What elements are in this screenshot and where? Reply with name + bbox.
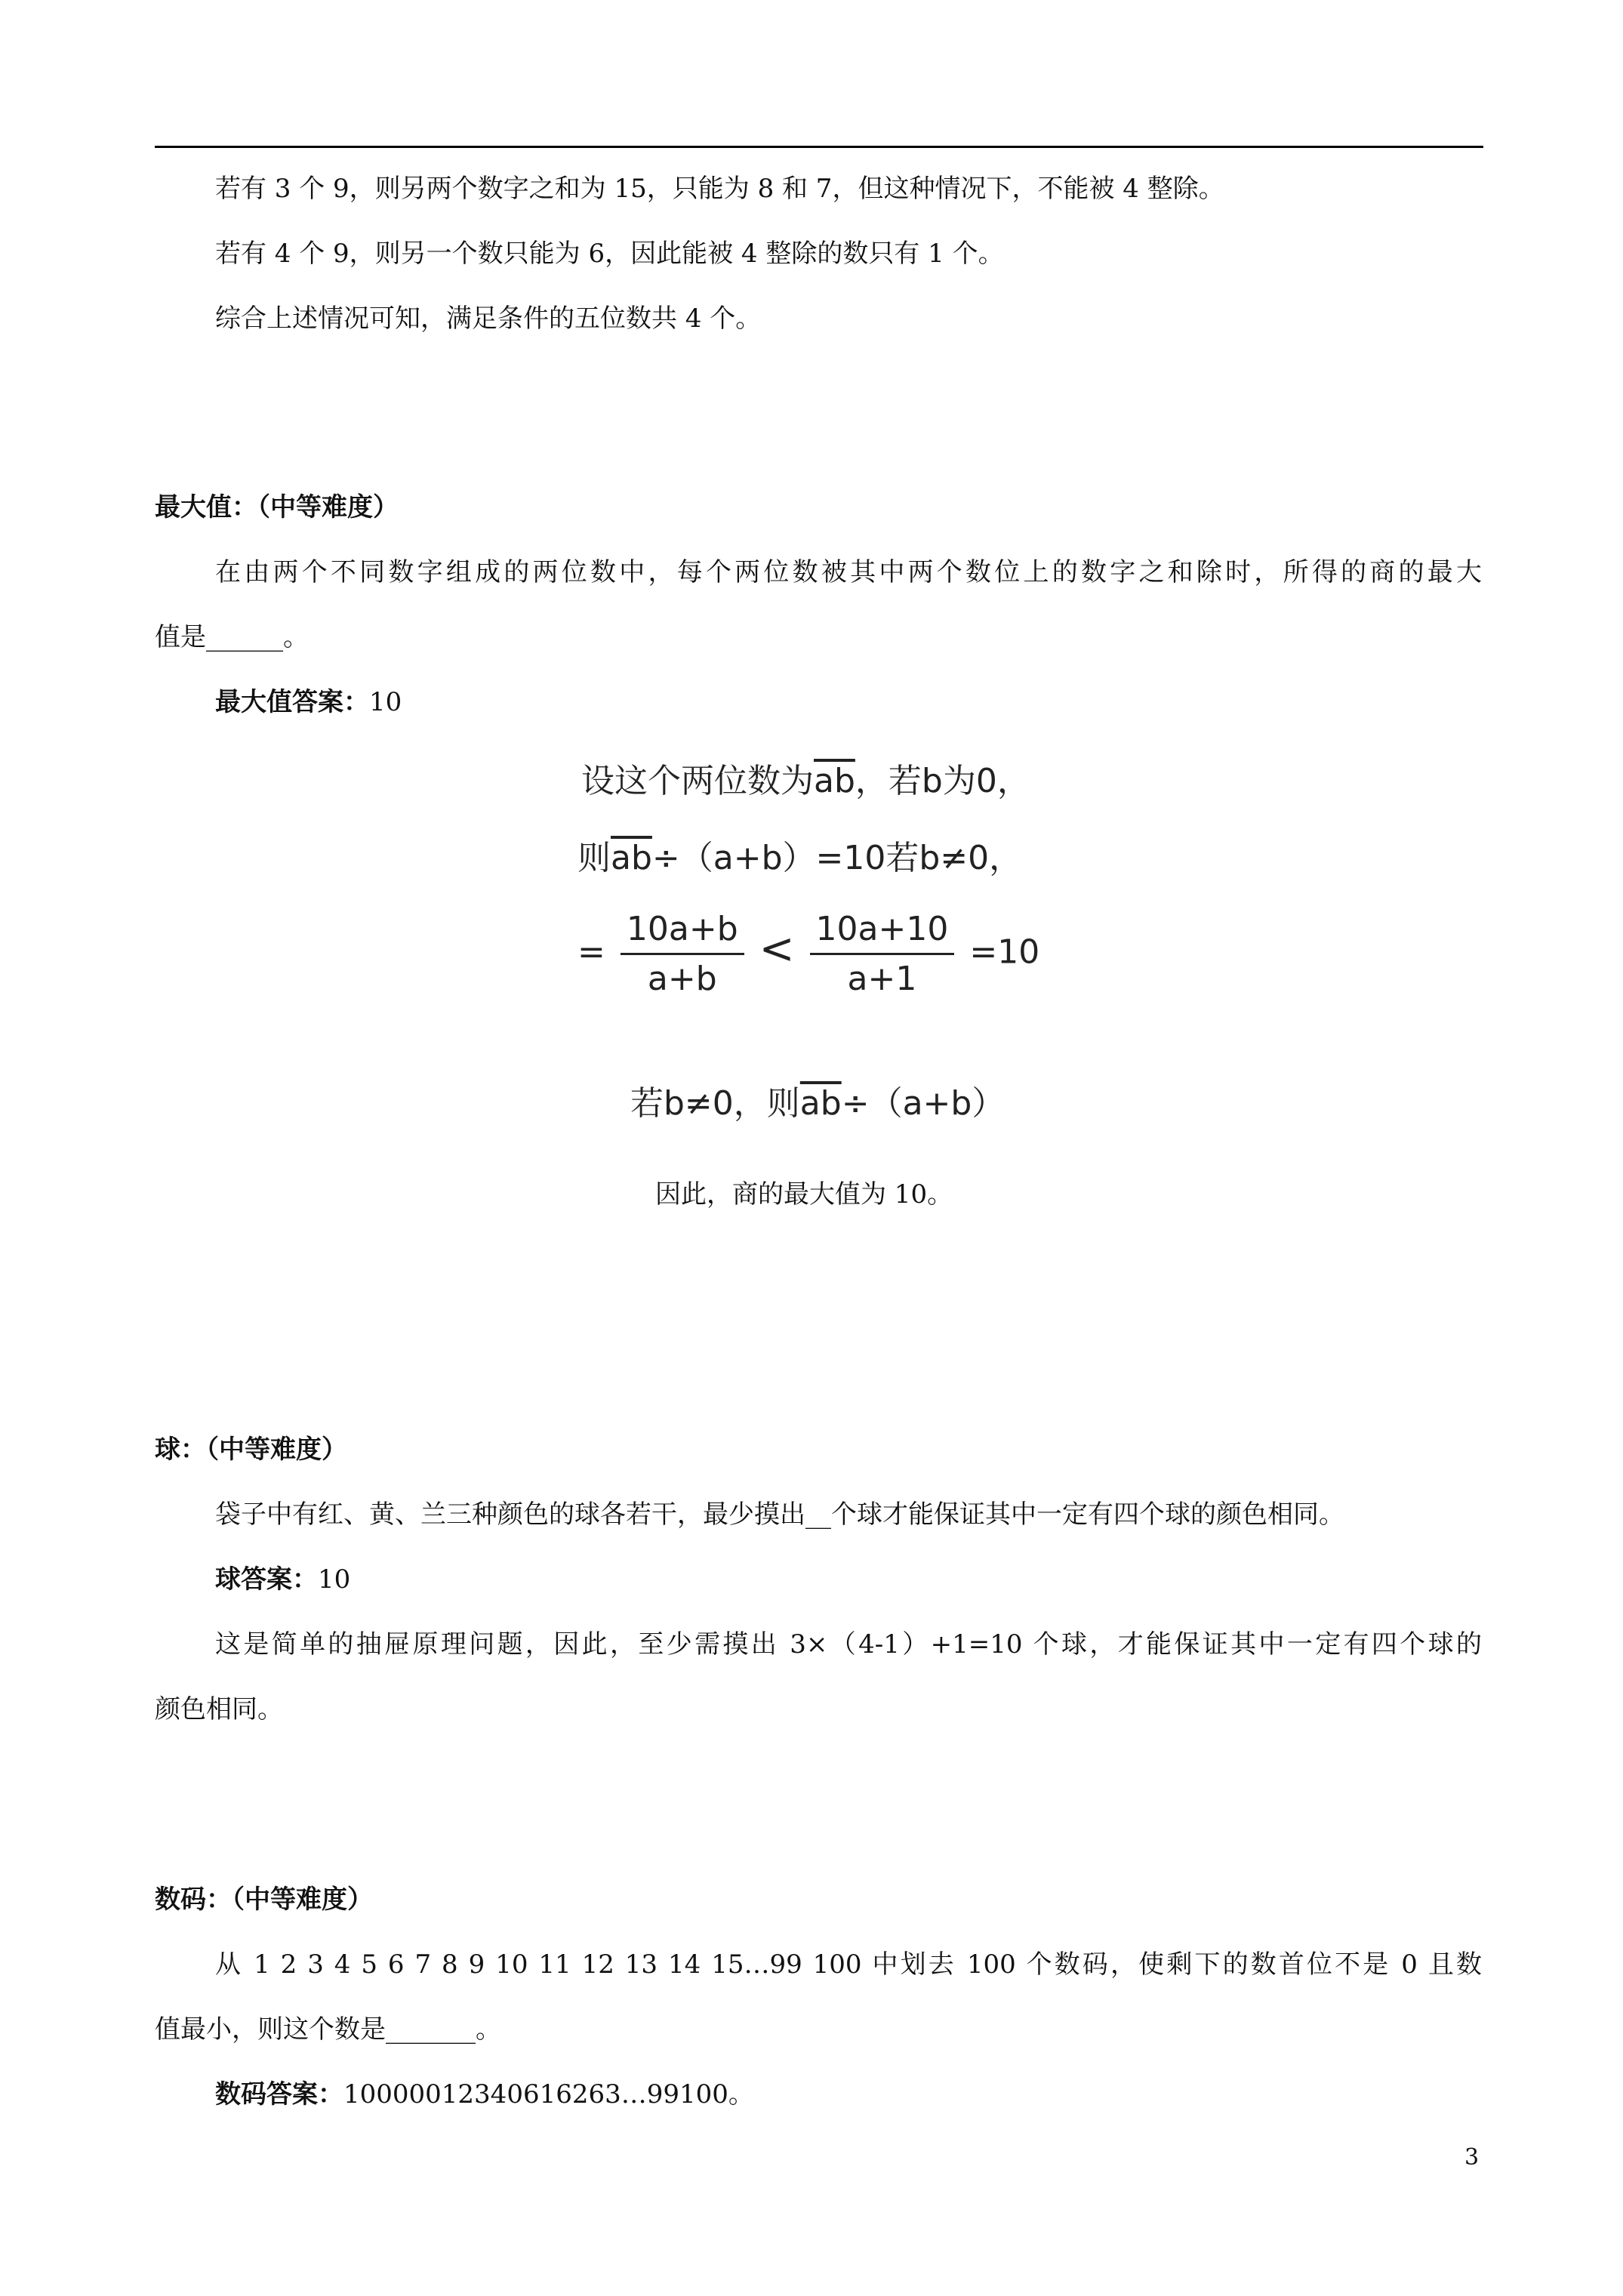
ball-answer-label: 球答案： <box>215 1564 318 1595</box>
overline-ab: $\overline{ab}$ <box>611 839 652 877</box>
ball-answer-value: 10 <box>318 1564 351 1595</box>
math-line-setup: 设这个两位数为$\overline{ab}$，若b为0， <box>581 762 1030 800</box>
header-rule <box>155 146 1483 148</box>
max-value-heading: 最大值：（中等难度） <box>155 492 399 522</box>
max-value-question-line1: 在由两个不同数字组成的两位数中，每个两位数被其中两个数位上的数字之和除时，所得的商的最大 <box>215 557 1482 587</box>
digits-question-line2: 值最小，则这个数是_______。 <box>155 2014 501 2045</box>
ball-answer <box>215 1563 350 1596</box>
overline-ab: $\overline{ab}$ <box>814 762 855 800</box>
overline-ab: $\overline{ab}$ <box>799 1084 842 1123</box>
math-line-case-nonzero: 若b≠0，则$\overline{ab}\div(a+b)$ <box>630 1084 1006 1123</box>
max-value-question-line2: 值是______。 <box>155 622 309 652</box>
max-value-answer <box>215 686 402 719</box>
ball-explanation-line1: 这是简单的抽屉原理问题，因此，至少需摸出 3×（4-1）+1=10 个球，才能保证其中一定有四个球的 <box>215 1629 1482 1660</box>
ball-explanation-line2: 颜色相同。 <box>155 1694 283 1724</box>
paragraph-four-nines: 若有 4 个 9，则另一个数只能为 6，因此能被 4 整除的数只有 1 个。 <box>215 239 1004 269</box>
ball-heading: 球：（中等难度） <box>155 1435 347 1465</box>
digits-heading: 数码：（中等难度） <box>155 1885 373 1915</box>
fraction-10a-plus-b: $\frac{10a+b}{a+b}$ <box>621 910 744 998</box>
max-value-answer-value: 10 <box>369 687 402 717</box>
fraction-10a-plus-10: $\frac{10a+10}{a+1}$ <box>810 910 955 998</box>
ball-question: 袋子中有红、黄、兰三种颜色的球各若干，最少摸出__个球才能保证其中一定有四个球的颜色相同。 <box>215 1499 1344 1530</box>
max-value-conclusion: 因此，商的最大值为 10。 <box>655 1179 953 1210</box>
paragraph-summary: 综合上述情况可知，满足条件的五位数共 4 个。 <box>215 304 762 334</box>
math-line-inequality: = $\frac{10a+b}{a+b}$ < $\frac{10a+10}{a+1}$ =10 <box>577 910 1040 998</box>
page-number: 3 <box>1464 2144 1480 2171</box>
digits-answer <box>215 2078 754 2111</box>
digits-question-line1: 从 1 2 3 4 5 6 7 8 9 10 11 12 13 14 15…99 100 中划去 100 个数码，使剩下的数首位不是 0 且数 <box>215 1949 1482 1980</box>
math-line-case-zero: 则$\overline{ab}\div(a+b)=10$若b≠0， <box>577 839 1023 877</box>
digits-answer-label: 数码答案： <box>215 2079 343 2110</box>
max-value-answer-label: 最大值答案： <box>215 687 369 717</box>
digits-answer-value: 10000012340616263…99100。 <box>343 2079 754 2110</box>
paragraph-three-nines: 若有 3 个 9，则另两个数字之和为 15，只能为 8 和 7，但这种情况下，不能被 4 整除。 <box>215 174 1224 204</box>
